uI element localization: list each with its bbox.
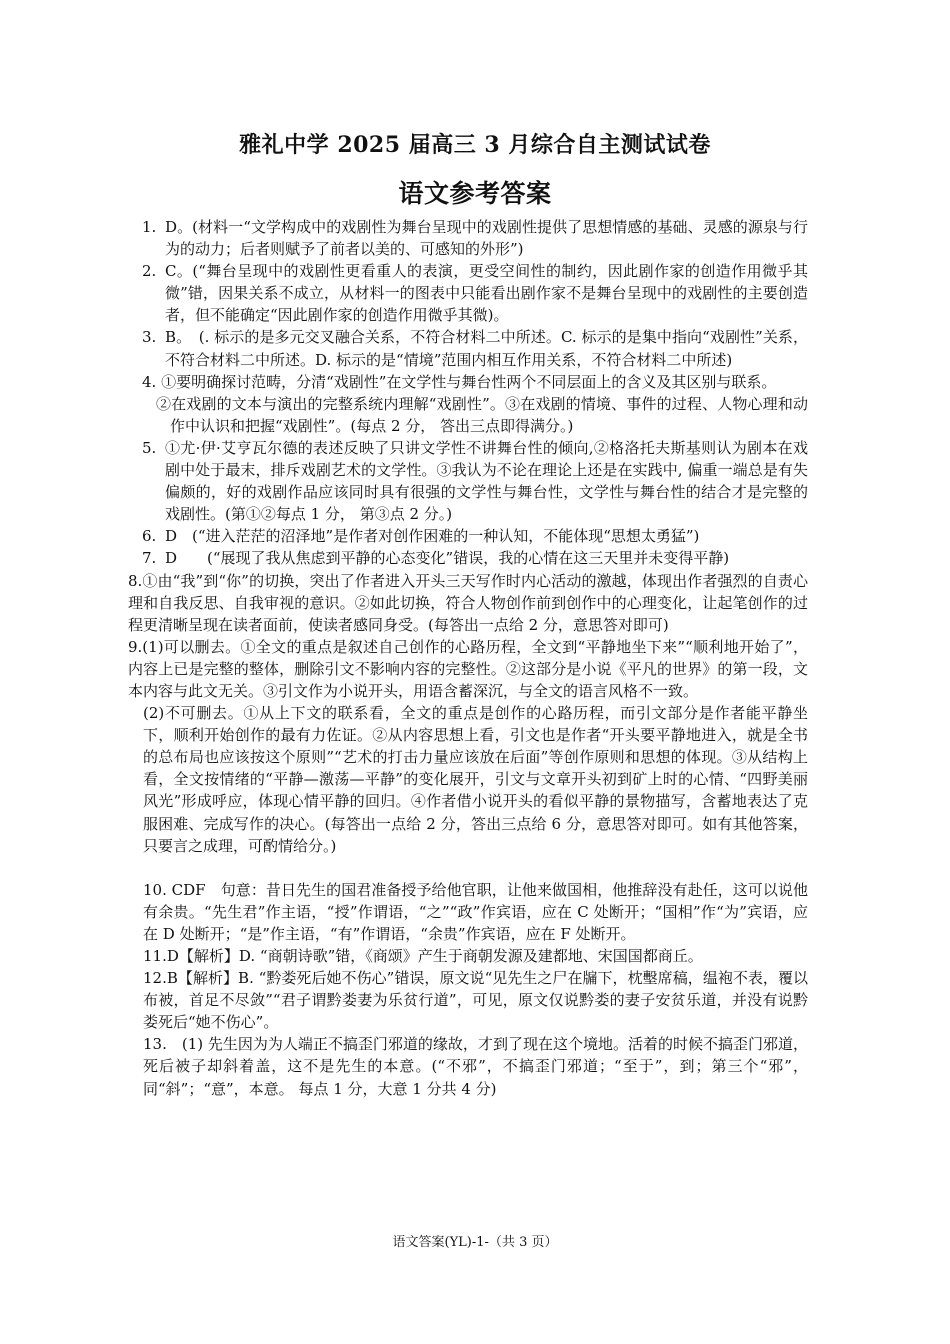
answer-text: 9.(1)可以删去。①全文的重点是叙述自己创作的心路历程，全文到“平静地坐下来”“顺利地开始了”，内容上已是完整的整体，删除引文不影响内容的完整性。②这部分是小说《平凡的世界》的第一段，文本内容与此文无关。③引文作为小说开头，用语含蓄深沉，与全文的语言风格不一致。	[128, 637, 808, 700]
answer-3	[128, 326, 808, 370]
answer-2	[128, 260, 808, 326]
answer-number: 6.	[142, 527, 157, 546]
answer-8	[128, 570, 808, 636]
answer-6	[128, 525, 808, 547]
answer-text: B。 (. 标示的是多元交叉融合关系，不符合材料二中所述。C. 标示的是集中指向“戏剧性”关系，不符合材料二中所述。D. 标示的是“情境”范围内相互作用关系，不符合材料二中所述)	[165, 328, 808, 369]
answer-4	[128, 371, 808, 437]
answer-7	[128, 547, 808, 569]
answer-number: 2.	[142, 262, 157, 281]
answer-9	[128, 636, 808, 857]
answer-text: D (“展现了我从焦虑到平静的心态变化”错误，我的心情在这三天里并未变得平静)	[165, 549, 730, 568]
answer-13	[128, 1033, 808, 1099]
answer-text: 10. CDF 句意：昔日先生的国君准备授予给他官职，让他来做国相，他推辞没有赴任，这可以说他有余贵。“先生君”作主语，“授”作谓语，“之”“政”作宾语，应在 C 处断开；“国相”作“为”宾语，应在 D 处断开；“是”作主语，“有”作谓语，“余贵”作宾语，应在 F 处断开。	[143, 880, 808, 943]
answer-number: 5.	[142, 438, 157, 457]
answer-heading: 语文参考答案	[398, 179, 552, 208]
answer-number: 3.	[142, 328, 157, 347]
answer-11	[128, 945, 808, 967]
answer-text: D (“进入茫茫的沼泽地”是作者对创作困难的一种认知，不能体现“思想太勇猛”)	[165, 527, 700, 546]
answer-text: 11.D【解析】D. “商朝诗歌”错，《商颂》产生于商朝发源及建都地、宋国国都商丘。	[143, 947, 703, 965]
answer-12	[128, 967, 808, 1033]
answer-text: 12.B【解析】B. “黔娄死后她不伤心”错误，原文说“见先生之尸在牖下，枕墼席稿，缊袍不表，覆以布被，首足不尽敛”“君子谓黔娄妻为乐贫行道”，可见，原文仅说黔娄的妻子安贫乐道，并没有说黔娄死后“她不伤心”。	[143, 969, 808, 1032]
answer-text-continued: ②在戏剧的文本与演出的完整系统内理解“戏剧性”。③在戏剧的情境、事件的过程、人物心理和动作中认识和把握“戏剧性”。(每点 2 分， 答出三点即得满分。)	[156, 394, 808, 435]
answer-text: 13. (1) 先生因为为人端正不搞歪门邪道的缘故，才到了现在这个境地。活着的时候不搞歪门邪道，死后被子却斜着盖，这不是先生的本意。(“不邪”，不搞歪门邪道；“至于”，到；第三个“邪”，同“斜”；“意”，本意。 每点 1 分，大意 1 分共 4 分)	[143, 1035, 808, 1098]
answer-number: 7.	[142, 549, 157, 568]
answer-text: ①尤·伊·艾亨瓦尔德的表述反映了只讲文学性不讲舞台性的倾向,②格洛托夫斯基则认为剧本在戏剧中处于最末，排斥戏剧艺术的文学性。③我认为不论在理论上还是在实践中, 偏重一端总是有失偏颇的，好的戏剧作品应该同时具有很强的文学性与舞台性，文学性与舞台性的结合才是完整的戏剧性。(第①②每点 1 分， 第③点 2 分。)	[165, 438, 808, 524]
answer-1	[128, 216, 808, 260]
answer-text-continued: (2)不可删去。①从上下文的联系看，全文的重点是创作的心路历程，而引文部分是作者能平静坐下，顺利开始创作的最有力佐证。②从内容思想上看，引文也是作者“开头要平静地进入，就是全书的总布局也应该按这个原则”“艺术的打击力量应该放在后面”等创作原则和思想的体现。③从结构上看，全文按情绪的“平静—激荡—平静”的变化展开，引文与文章开头初到矿上时的心情、“四野美丽风光”形成呼应，体现心情平静的回归。④作者借小说开头的看似平静的景物描写，含蓄地表达了克服困难、完成写作的决心。(每答出一点给 2 分，答出三点给 6 分，意思答对即可。如有其他答案，只要言之成理，可酌情给分。)	[143, 704, 808, 855]
answer-number: 1.	[142, 218, 157, 236]
answer-text: 8.①由“我”到“你”的切换，突出了作者进入开头三天写作时内心活动的激越，体现出作者强烈的自责心理和自我反思、自我审视的意识。②如此切换，符合人物创作前到创作中的心理变化，让起笔创作的过程更清晰呈现在读者面前，使读者感同身受。(每答出一点给 2 分，意思答对即可)	[128, 571, 808, 634]
answer-text: C。(“舞台呈现中的戏剧性更看重人的表演，更受空间性的制约，因此剧作家的创造作用微乎其微”错，因果关系不成立，从材料一的图表中只能看出剧作家不是舞台呈现中的戏剧性的主要创造者，但不能确定“因此剧作家的创造作用微乎其微)。	[165, 262, 808, 325]
answer-10	[128, 879, 808, 945]
answer-text: 4. ①要明确探讨范畴，分清“戏剧性”在文学性与舞台性两个不同层面上的含义及其区别与联系。	[142, 372, 777, 391]
answer-text: D。(材料一“文学构成中的戏剧性为舞台呈现中的戏剧性提供了思想情感的基础、灵感的源泉与行为的动力；后者则赋予了前者以美的、可感知的外形”)	[165, 218, 808, 259]
exam-title: 雅礼中学 2025 届高三 3 月综合自主测试试卷	[239, 132, 711, 158]
answer-5	[128, 437, 808, 525]
page-footer: 语文答案(YL)-1-（共 3 页）	[392, 1235, 558, 1250]
section-spacer	[128, 857, 808, 879]
answer-list	[128, 216, 808, 1100]
